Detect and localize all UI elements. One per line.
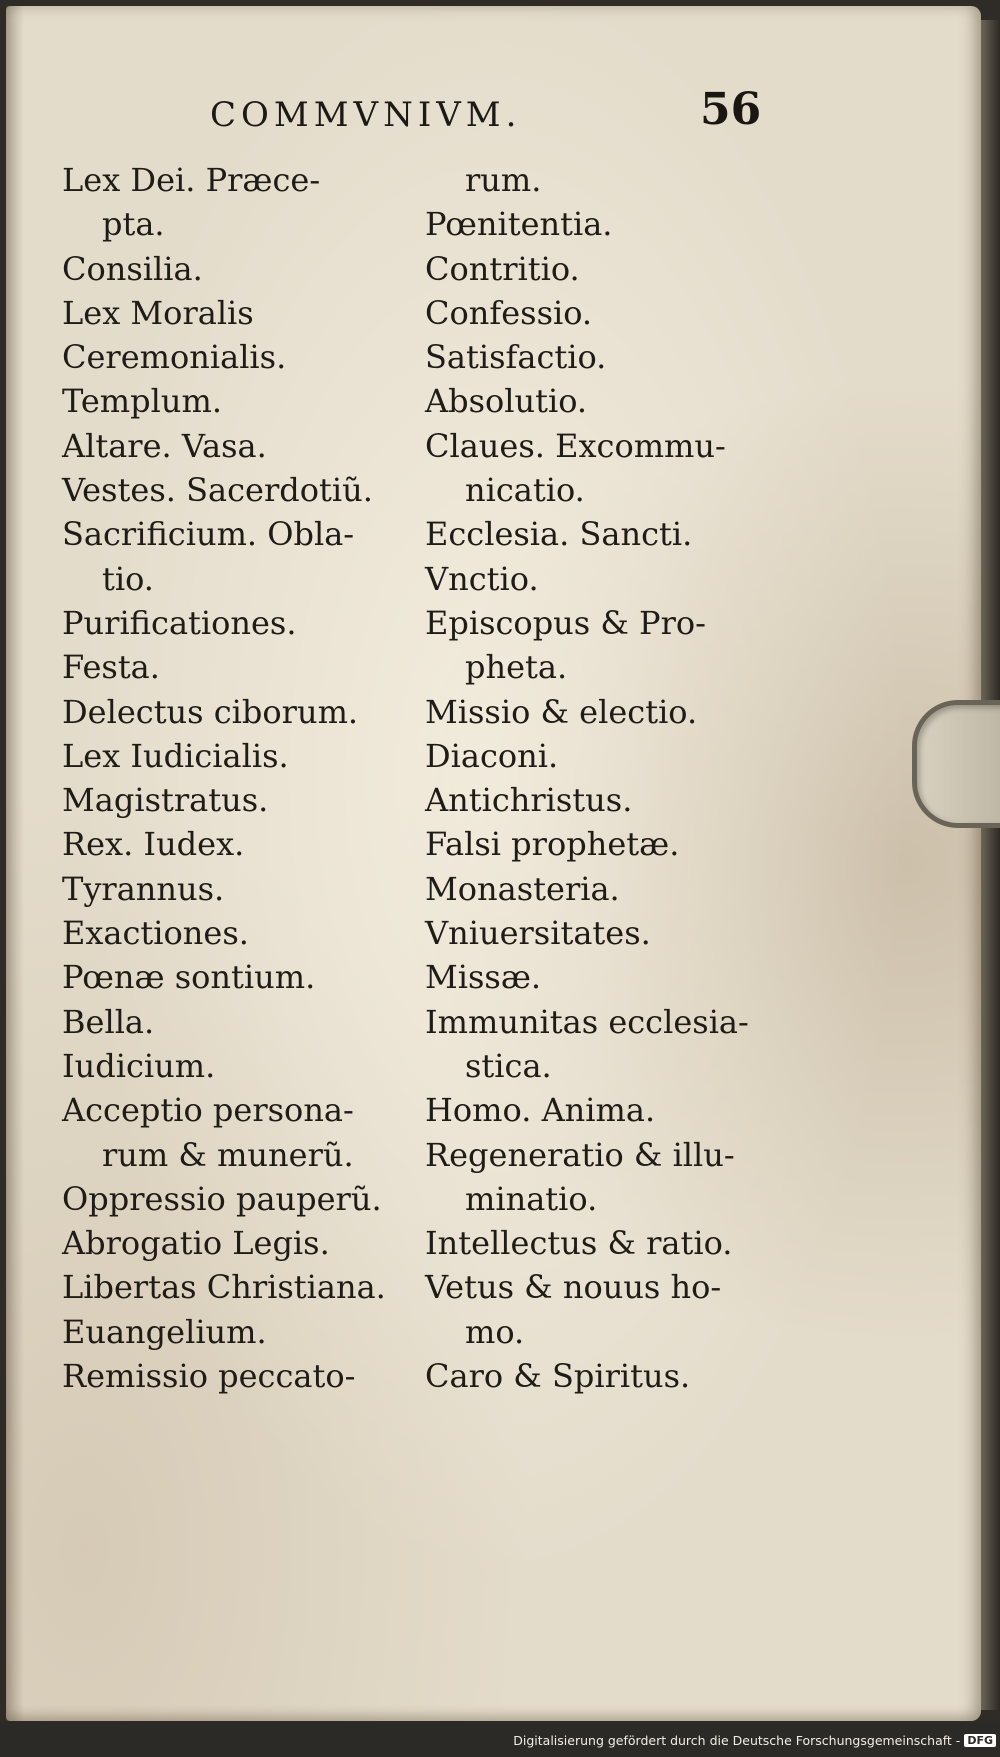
index-entry: Abrogatio Legis. — [62, 1224, 330, 1263]
index-entry: Homo. Anima. — [425, 1091, 656, 1130]
index-entry: Satisfactio. — [425, 338, 607, 377]
page-edge — [981, 20, 1000, 1710]
index-entry: Consilia. — [62, 249, 203, 288]
index-entry: Ecclesia. Sancti. — [425, 515, 693, 554]
dfg-logo: DFG — [964, 1734, 996, 1747]
index-entry: Regeneratio & illu- — [425, 1135, 735, 1174]
index-entry: Exactiones. — [62, 914, 249, 953]
index-column-left — [62, 158, 442, 1398]
index-entry: mo. — [465, 1312, 525, 1351]
index-entry: tio. — [102, 559, 154, 598]
index-entry: Festa. — [62, 648, 160, 687]
index-entry: Templum. — [62, 382, 222, 421]
index-entry: Confessio. — [425, 293, 593, 332]
index-entry: Intellectus & ratio. — [425, 1224, 733, 1263]
index-entry: Acceptio persona- — [62, 1091, 354, 1130]
index-entry: Contritio. — [425, 249, 580, 288]
index-column-right — [425, 158, 785, 1398]
page-gutter-shadow — [6, 6, 24, 1721]
index-entry: Rex. Iudex. — [62, 825, 245, 864]
index-entry: Magistratus. — [62, 781, 269, 820]
index-entry: Euangelium. — [62, 1312, 267, 1351]
index-entry: Vniuersitates. — [425, 914, 651, 953]
page-number: 56 — [700, 84, 762, 135]
index-entry: Missio & electio. — [425, 692, 698, 731]
index-entry: rum. — [465, 161, 542, 199]
index-entry: Sacrificium. Obla- — [62, 515, 355, 554]
running-title: COMMVNIVM. — [210, 95, 522, 135]
index-entry: Purificationes. — [62, 603, 297, 642]
index-entry: Altare. Vasa. — [62, 426, 267, 465]
index-entry: Delectus ciborum. — [62, 692, 359, 731]
index-entry: Vetus & nouus ho- — [425, 1268, 722, 1307]
index-entry: Pœnæ sontium. — [62, 958, 316, 997]
index-entry: Vnctio. — [425, 559, 539, 598]
index-entry: Antichristus. — [425, 781, 633, 820]
index-entry: Absolutio. — [425, 382, 588, 421]
book-clasp — [912, 700, 1000, 828]
index-entry: Lex Dei. Præce- — [62, 161, 321, 199]
index-entry: Ceremonialis. — [62, 338, 287, 377]
index-entry: pta. — [102, 205, 165, 244]
index-entry: Immunitas ecclesia- — [425, 1002, 749, 1041]
index-entry: Lex Moralis — [62, 293, 254, 332]
index-entry: pheta. — [465, 648, 568, 687]
index-entry: Tyrannus. — [62, 869, 225, 908]
index-entry: Falsi prophetæ. — [425, 825, 680, 864]
index-entry: Caro & Spiritus. — [425, 1357, 691, 1396]
index-entry: Vestes. Sacerdotiũ. — [62, 471, 373, 510]
index-entry: Iudicium. — [62, 1046, 216, 1085]
index-entry: Pœnitentia. — [425, 205, 613, 244]
index-entry: Bella. — [62, 1002, 155, 1041]
index-entry: rum & munerũ. — [102, 1135, 354, 1174]
index-entry: Diaconi. — [425, 736, 559, 775]
index-entry: Missæ. — [425, 958, 542, 997]
index-entry: Claues. Excommu- — [425, 426, 726, 465]
index-entry: Libertas Christiana. — [62, 1268, 386, 1307]
index-entry: Oppressio pauperũ. — [62, 1179, 382, 1218]
index-entry: minatio. — [465, 1179, 598, 1218]
index-entry: nicatio. — [465, 471, 585, 510]
index-entry: stica. — [465, 1046, 552, 1085]
index-entry: Episcopus & Pro- — [425, 603, 706, 642]
digitization-credit — [513, 1733, 996, 1748]
index-entry: Monasteria. — [425, 869, 620, 908]
credit-text: Digitalisierung gefördert durch die Deutsche Forschungsgemeinschaft - — [513, 1733, 961, 1748]
index-entry: Lex Iudicialis. — [62, 736, 289, 775]
index-entry: Remissio peccato- — [62, 1357, 356, 1396]
